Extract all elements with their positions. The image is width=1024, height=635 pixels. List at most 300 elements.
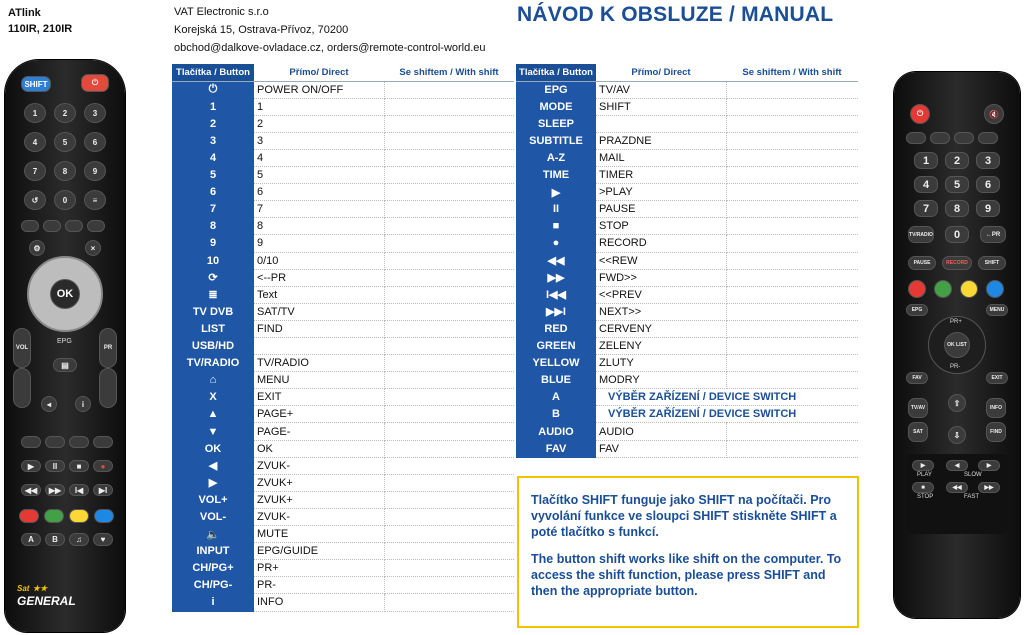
remote2-power-icon: ⏻ (910, 104, 930, 124)
remote-vol-rocker: VOL (13, 328, 31, 368)
remote-media-button (93, 436, 113, 448)
shift-function-cell (384, 184, 514, 201)
company-name: VAT Electronic s.r.o (174, 6, 269, 18)
remote-vol-rocker-2 (13, 368, 31, 408)
direct-function-cell: PR- (254, 577, 384, 594)
button-name-cell: 8 (172, 218, 254, 235)
direct-function-cell: 1 (254, 98, 384, 115)
table-row (172, 406, 514, 423)
direct-function-cell: ZVUK+ (254, 491, 384, 508)
remote-media-button (45, 436, 65, 448)
remote-pr-rocker-2 (99, 368, 117, 408)
direct-function-cell: FWD>> (596, 269, 726, 286)
brand-name: ATlink (8, 7, 41, 19)
direct-function-cell: FIND (254, 320, 384, 337)
remote2-key-5: 5 (945, 176, 969, 193)
table-header-row (172, 64, 514, 81)
shift-function-cell (384, 201, 514, 218)
direct-function-cell: PAUSE (596, 201, 726, 218)
shift-note-box (517, 476, 859, 628)
remote-pr-rocker: PR (99, 328, 117, 368)
remote2-fast-label: FAST (964, 494, 980, 500)
column-header-shift: Se shiftem / With shift (726, 64, 858, 81)
table-row (516, 235, 858, 252)
button-table-left (172, 64, 514, 612)
shift-function-cell (726, 286, 858, 303)
direct-function-cell: EXIT (254, 389, 384, 406)
button-name-cell: 6 (172, 184, 254, 201)
direct-function-cell: FAV (596, 440, 726, 457)
shift-function-cell (384, 543, 514, 560)
remote-media-button (21, 436, 41, 448)
remote-epg-label: EPG (57, 338, 72, 345)
remote2-small-button (954, 132, 974, 144)
shift-function-cell (384, 252, 514, 269)
shift-function-cell (384, 474, 514, 491)
button-name-cell: AUDIO (516, 423, 596, 440)
table-row (172, 423, 514, 440)
remote2-up-icon: ⇧ (948, 394, 966, 412)
remote2-tvav-button: TV/AV (908, 398, 928, 418)
button-name-cell: ▶▶I (516, 303, 596, 320)
button-name-cell: 3 (172, 132, 254, 149)
shift-function-cell (384, 303, 514, 320)
button-name-cell: 2 (172, 115, 254, 132)
remote-mute-icon: ◂ (41, 396, 57, 412)
table-row (172, 526, 514, 543)
shift-function-cell (726, 303, 858, 320)
remote-info-icon: i (75, 396, 91, 412)
direct-function-cell: 0/10 (254, 252, 384, 269)
remote2-key-7: 7 (914, 200, 938, 217)
direct-function-cell: SAT/TV (254, 303, 384, 320)
direct-function-cell: >PLAY (596, 184, 726, 201)
table-row (172, 303, 514, 320)
page-title: NÁVOD K OBSLUZE / MANUAL (517, 3, 834, 26)
table-row (516, 303, 858, 320)
button-name-cell: OK (172, 440, 254, 457)
button-name-cell: ● (516, 235, 596, 252)
remote-power-icon: ⏻ (81, 74, 109, 92)
direct-function-cell: INFO (254, 594, 384, 611)
table-row (172, 218, 514, 235)
shift-function-cell (384, 440, 514, 457)
shift-function-cell (726, 372, 858, 389)
remote2-green-button (934, 280, 952, 298)
direct-function-cell: STOP (596, 218, 726, 235)
shift-function-cell (726, 115, 858, 132)
remote-small-button (21, 220, 39, 232)
direct-function-cell (596, 115, 726, 132)
remote-rew-icon: ◀◀ (21, 484, 41, 496)
shift-function-cell (384, 320, 514, 337)
shift-function-cell (384, 372, 514, 389)
button-name-cell: YELLOW (516, 355, 596, 372)
button-name-cell: X (172, 389, 254, 406)
table-row (172, 389, 514, 406)
button-name-cell: II (516, 201, 596, 218)
shift-function-cell (726, 338, 858, 355)
shift-function-cell (384, 423, 514, 440)
direct-function-cell: Text (254, 286, 384, 303)
shift-function-cell (726, 355, 858, 372)
direct-function-cell: 5 (254, 167, 384, 184)
table-row (172, 235, 514, 252)
table-row (172, 372, 514, 389)
direct-function-cell: 6 (254, 184, 384, 201)
remote-key-9: 9 (84, 161, 106, 181)
remote2-small-button (978, 132, 998, 144)
shift-function-cell (384, 81, 514, 98)
button-name-cell: ▲ (172, 406, 254, 423)
shift-function-cell (384, 491, 514, 508)
direct-function-cell: CERVENY (596, 320, 726, 337)
table-body-left (172, 81, 514, 611)
shift-function-cell (726, 167, 858, 184)
table-row (516, 218, 858, 235)
remote2-stop-icon: ■ (912, 482, 934, 493)
direct-function-cell: TIMER (596, 167, 726, 184)
remote-a-button: A (21, 533, 41, 546)
remote-brand-name: GENERAL (17, 594, 76, 608)
direct-function-cell: ZVUK+ (254, 474, 384, 491)
table-row (172, 320, 514, 337)
button-name-cell: TV DVB (172, 303, 254, 320)
remote2-pr-up: PR+ (950, 319, 962, 325)
button-name-cell: I◀◀ (516, 286, 596, 303)
table-row (516, 355, 858, 372)
button-name-cell: CH/PG- (172, 577, 254, 594)
shift-function-cell (384, 269, 514, 286)
remote-audio-icon: ♫ (69, 533, 89, 546)
button-name-cell: 5 (172, 167, 254, 184)
button-name-cell: ▶▶ (516, 269, 596, 286)
direct-function-cell: OK (254, 440, 384, 457)
button-name-cell: 9 (172, 235, 254, 252)
remote2-down-icon: ⇩ (948, 426, 966, 444)
direct-function-cell: TV/RADIO (254, 355, 384, 372)
button-name-cell: VOL- (172, 508, 254, 525)
button-name-cell: ⟳ (172, 269, 254, 286)
table-row (516, 98, 858, 115)
shift-function-cell (726, 98, 858, 115)
shift-function-cell (726, 423, 858, 440)
table-row (516, 423, 858, 440)
remote-menu-icon: ≡ (84, 190, 106, 210)
button-name-cell: ▼ (172, 423, 254, 440)
company-address: Korejská 15, Ostrava-Přívoz, 70200 (174, 24, 349, 36)
shift-function-cell (384, 406, 514, 423)
column-header-direct: Přímo/ Direct (596, 64, 726, 81)
remote2-stop-label: STOP (917, 494, 934, 500)
button-name-cell: GREEN (516, 338, 596, 355)
direct-function-cell: PRAZDNE (596, 132, 726, 149)
button-name-cell: ▶ (172, 474, 254, 491)
shift-function-cell (384, 167, 514, 184)
table-row (172, 167, 514, 184)
direct-function-cell: 4 (254, 149, 384, 166)
shift-function-cell (726, 252, 858, 269)
company-block (174, 3, 486, 57)
button-name-cell: ◀◀ (516, 252, 596, 269)
table-row (516, 252, 858, 269)
direct-function-cell (254, 338, 384, 355)
remote-key-4: 4 (24, 132, 46, 152)
table-row (172, 355, 514, 372)
table-row (172, 184, 514, 201)
remote-key-1: 1 (24, 103, 46, 123)
button-name-cell: ≣ (172, 286, 254, 303)
remote-small-button (87, 220, 105, 232)
button-name-cell: ▶ (516, 184, 596, 201)
table-row (172, 543, 514, 560)
shift-function-cell (384, 98, 514, 115)
remote2-exit-button: EXIT (986, 372, 1008, 384)
remote-small-button (65, 220, 83, 232)
remote-key-6: 6 (84, 132, 106, 152)
button-name-cell: TIME (516, 167, 596, 184)
remote2-slow-label: SLOW (964, 472, 982, 478)
column-header-button: Tlačítka / Button (172, 64, 254, 81)
remote2-fast-rew-icon: ◀◀ (946, 482, 968, 493)
button-name-cell: B (516, 406, 596, 423)
remote-prev-icon: I◀ (69, 484, 89, 496)
button-name-cell: ⌂ (172, 372, 254, 389)
table-row (172, 457, 514, 474)
remote2-red-button (908, 280, 926, 298)
remote2-yellow-button (960, 280, 978, 298)
shift-function-cell (384, 457, 514, 474)
direct-function-cell: SHIFT (596, 98, 726, 115)
table-row (516, 167, 858, 184)
button-name-cell: 4 (172, 149, 254, 166)
shift-function-cell (384, 594, 514, 611)
button-name-cell: MODE (516, 98, 596, 115)
shift-function-cell (726, 218, 858, 235)
table-row (172, 577, 514, 594)
remote-back-icon: ↺ (24, 190, 46, 210)
remote-key-8: 8 (54, 161, 76, 181)
shift-function-cell (726, 81, 858, 98)
remote2-key-9: 9 (976, 200, 1000, 217)
device-switch-cell: VÝBĚR ZAŘÍZENÍ / DEVICE SWITCH (596, 406, 858, 423)
shift-function-cell (726, 149, 858, 166)
button-name-cell: SLEEP (516, 115, 596, 132)
remote2-menu-button: MENU (986, 304, 1008, 316)
direct-function-cell: PAGE+ (254, 406, 384, 423)
remote2-key-0: 0 (945, 226, 969, 243)
direct-function-cell: ZVUK- (254, 457, 384, 474)
table-row (172, 201, 514, 218)
shift-note-en: The button shift works like shift on the computer. To access the shift function, please press SHIFT and then the appropriate button. (531, 552, 842, 598)
remote-ok-button: OK (50, 279, 80, 309)
remote2-key-6: 6 (976, 176, 1000, 193)
shift-function-cell (384, 218, 514, 235)
shift-function-cell (384, 132, 514, 149)
table-header-row (516, 64, 858, 81)
shift-function-cell (726, 132, 858, 149)
table-row (516, 115, 858, 132)
remote-b-button: B (45, 533, 65, 546)
direct-function-cell: RECORD (596, 235, 726, 252)
table-row (516, 406, 858, 423)
shift-note-cz: Tlačítko SHIFT funguje jako SHIFT na počítači. Pro vyvolání funkce ve sloupci SHIFT stiskněte SHIFT a poté tlačítko s funkcí. (531, 493, 837, 539)
direct-function-cell: NEXT>> (596, 303, 726, 320)
button-name-cell: ◀ (172, 457, 254, 474)
direct-function-cell: <<REW (596, 252, 726, 269)
direct-function-cell: <<PREV (596, 286, 726, 303)
remote2-play-icon: ▶ (912, 460, 934, 471)
remote2-key-1: 1 (914, 152, 938, 169)
button-table-right (516, 64, 858, 458)
button-name-cell: EPG (516, 81, 596, 98)
direct-function-cell: 9 (254, 235, 384, 252)
table-row (172, 508, 514, 525)
column-header-direct: Přímo/ Direct (254, 64, 384, 81)
remote-green-button (44, 509, 64, 523)
table-row (172, 81, 514, 98)
shift-function-cell (726, 269, 858, 286)
table-row (516, 184, 858, 201)
shift-function-cell (726, 201, 858, 218)
remote-record-icon: ● (93, 460, 113, 472)
table-row (172, 115, 514, 132)
button-name-cell: SUBTITLE (516, 132, 596, 149)
direct-function-cell: EPG/GUIDE (254, 543, 384, 560)
button-name-cell: ■ (516, 218, 596, 235)
remote2-find-button: FIND (986, 422, 1006, 442)
direct-function-cell: ZVUK- (254, 508, 384, 525)
remote2-epg-button: EPG (906, 304, 928, 316)
remote-key-2: 2 (54, 103, 76, 123)
remote2-play-label: PLAY (917, 472, 932, 478)
table-row (172, 149, 514, 166)
remote2-key-8: 8 (945, 200, 969, 217)
table-row (516, 201, 858, 218)
remote2-info-button: INFO (986, 398, 1006, 418)
button-name-cell: A-Z (516, 149, 596, 166)
remote2-blue-button (986, 280, 1004, 298)
remote2-slow-fwd-icon: ▶ (978, 460, 1000, 471)
table-row (516, 372, 858, 389)
direct-function-cell: ZLUTY (596, 355, 726, 372)
remote-small-button (43, 220, 61, 232)
remote2-ok-button: OK LIST (944, 332, 970, 358)
company-emails: obchod@dalkove-ovladace.cz, orders@remote-control-world.eu (174, 42, 486, 54)
remote2-small-button (906, 132, 926, 144)
remote-key-5: 5 (54, 132, 76, 152)
table-row (172, 252, 514, 269)
table-row (516, 132, 858, 149)
table-row (516, 149, 858, 166)
remote-next-icon: ▶I (93, 484, 113, 496)
remote-media-button (69, 436, 89, 448)
remote2-key-4: 4 (914, 176, 938, 193)
column-header-button: Tlačítka / Button (516, 64, 596, 81)
remote-fav-icon: ♥ (93, 533, 113, 546)
direct-function-cell: 2 (254, 115, 384, 132)
direct-function-cell: ZELENY (596, 338, 726, 355)
direct-function-cell: MODRY (596, 372, 726, 389)
shift-function-cell (384, 115, 514, 132)
remote-brand-logo: Sat ★★ GENERAL (17, 584, 76, 608)
remote2-key-3: 3 (976, 152, 1000, 169)
remote2-small-button (930, 132, 950, 144)
table-row (172, 98, 514, 115)
button-name-cell: RED (516, 320, 596, 337)
model-names: 110IR, 210IR (8, 23, 73, 35)
remote2-fav-button: FAV (906, 372, 928, 384)
remote2-back-button: ←PR (980, 226, 1006, 243)
remote-fwd-icon: ▶▶ (45, 484, 65, 496)
shift-function-cell (384, 526, 514, 543)
remote-stop-icon: ■ (69, 460, 89, 472)
remote2-pause-button: PAUSE (908, 256, 936, 270)
table-row (172, 286, 514, 303)
table-row (172, 338, 514, 355)
table-row (516, 269, 858, 286)
remote-key-0: 0 (54, 190, 76, 210)
direct-function-cell: AUDIO (596, 423, 726, 440)
direct-function-cell: MUTE (254, 526, 384, 543)
brand-block (8, 5, 72, 37)
remote-red-button (19, 509, 39, 523)
table-row (172, 440, 514, 457)
remote2-key-2: 2 (945, 152, 969, 169)
direct-function-cell: POWER ON/OFF (254, 81, 384, 98)
button-name-cell: A (516, 389, 596, 406)
button-name-cell: 1 (172, 98, 254, 115)
shift-function-cell (384, 355, 514, 372)
shift-function-cell (726, 184, 858, 201)
button-name-cell: FAV (516, 440, 596, 457)
table-row (172, 560, 514, 577)
shift-function-cell (726, 440, 858, 457)
remote-key-7: 7 (24, 161, 46, 181)
shift-function-cell (384, 149, 514, 166)
remote-left-image (5, 60, 125, 632)
remote2-fast-fwd-icon: ▶▶ (978, 482, 1000, 493)
direct-function-cell: 8 (254, 218, 384, 235)
remote2-sat-button: SAT (908, 422, 928, 442)
button-name-cell: 7 (172, 201, 254, 218)
table-row (516, 286, 858, 303)
direct-function-cell: 3 (254, 132, 384, 149)
device-switch-cell: VÝBĚR ZAŘÍZENÍ / DEVICE SWITCH (596, 389, 858, 406)
remote2-mute-icon: 🔇 (984, 104, 1004, 124)
remote2-tvradio-button: TV/RADIO (908, 226, 934, 243)
remote-yellow-button (69, 509, 89, 523)
remote2-slow-rew-icon: ◀ (946, 460, 968, 471)
shift-function-cell (384, 577, 514, 594)
button-name-cell: TV/RADIO (172, 355, 254, 372)
shift-function-cell (384, 338, 514, 355)
shift-function-cell (384, 508, 514, 525)
remote2-record-button: RECORD (942, 256, 972, 270)
remote-pause-icon: II (45, 460, 65, 472)
remote-brand-small: Sat (17, 584, 30, 593)
button-name-cell: BLUE (516, 372, 596, 389)
remote2-pr-down: PR- (950, 364, 961, 370)
column-header-shift: Se shiftem / With shift (384, 64, 514, 81)
button-name-cell: ⏻ (172, 81, 254, 98)
table-row (516, 389, 858, 406)
shift-function-cell (726, 320, 858, 337)
remote-blue-button (94, 509, 114, 523)
button-name-cell: INPUT (172, 543, 254, 560)
table-row (516, 338, 858, 355)
direct-function-cell: MAIL (596, 149, 726, 166)
